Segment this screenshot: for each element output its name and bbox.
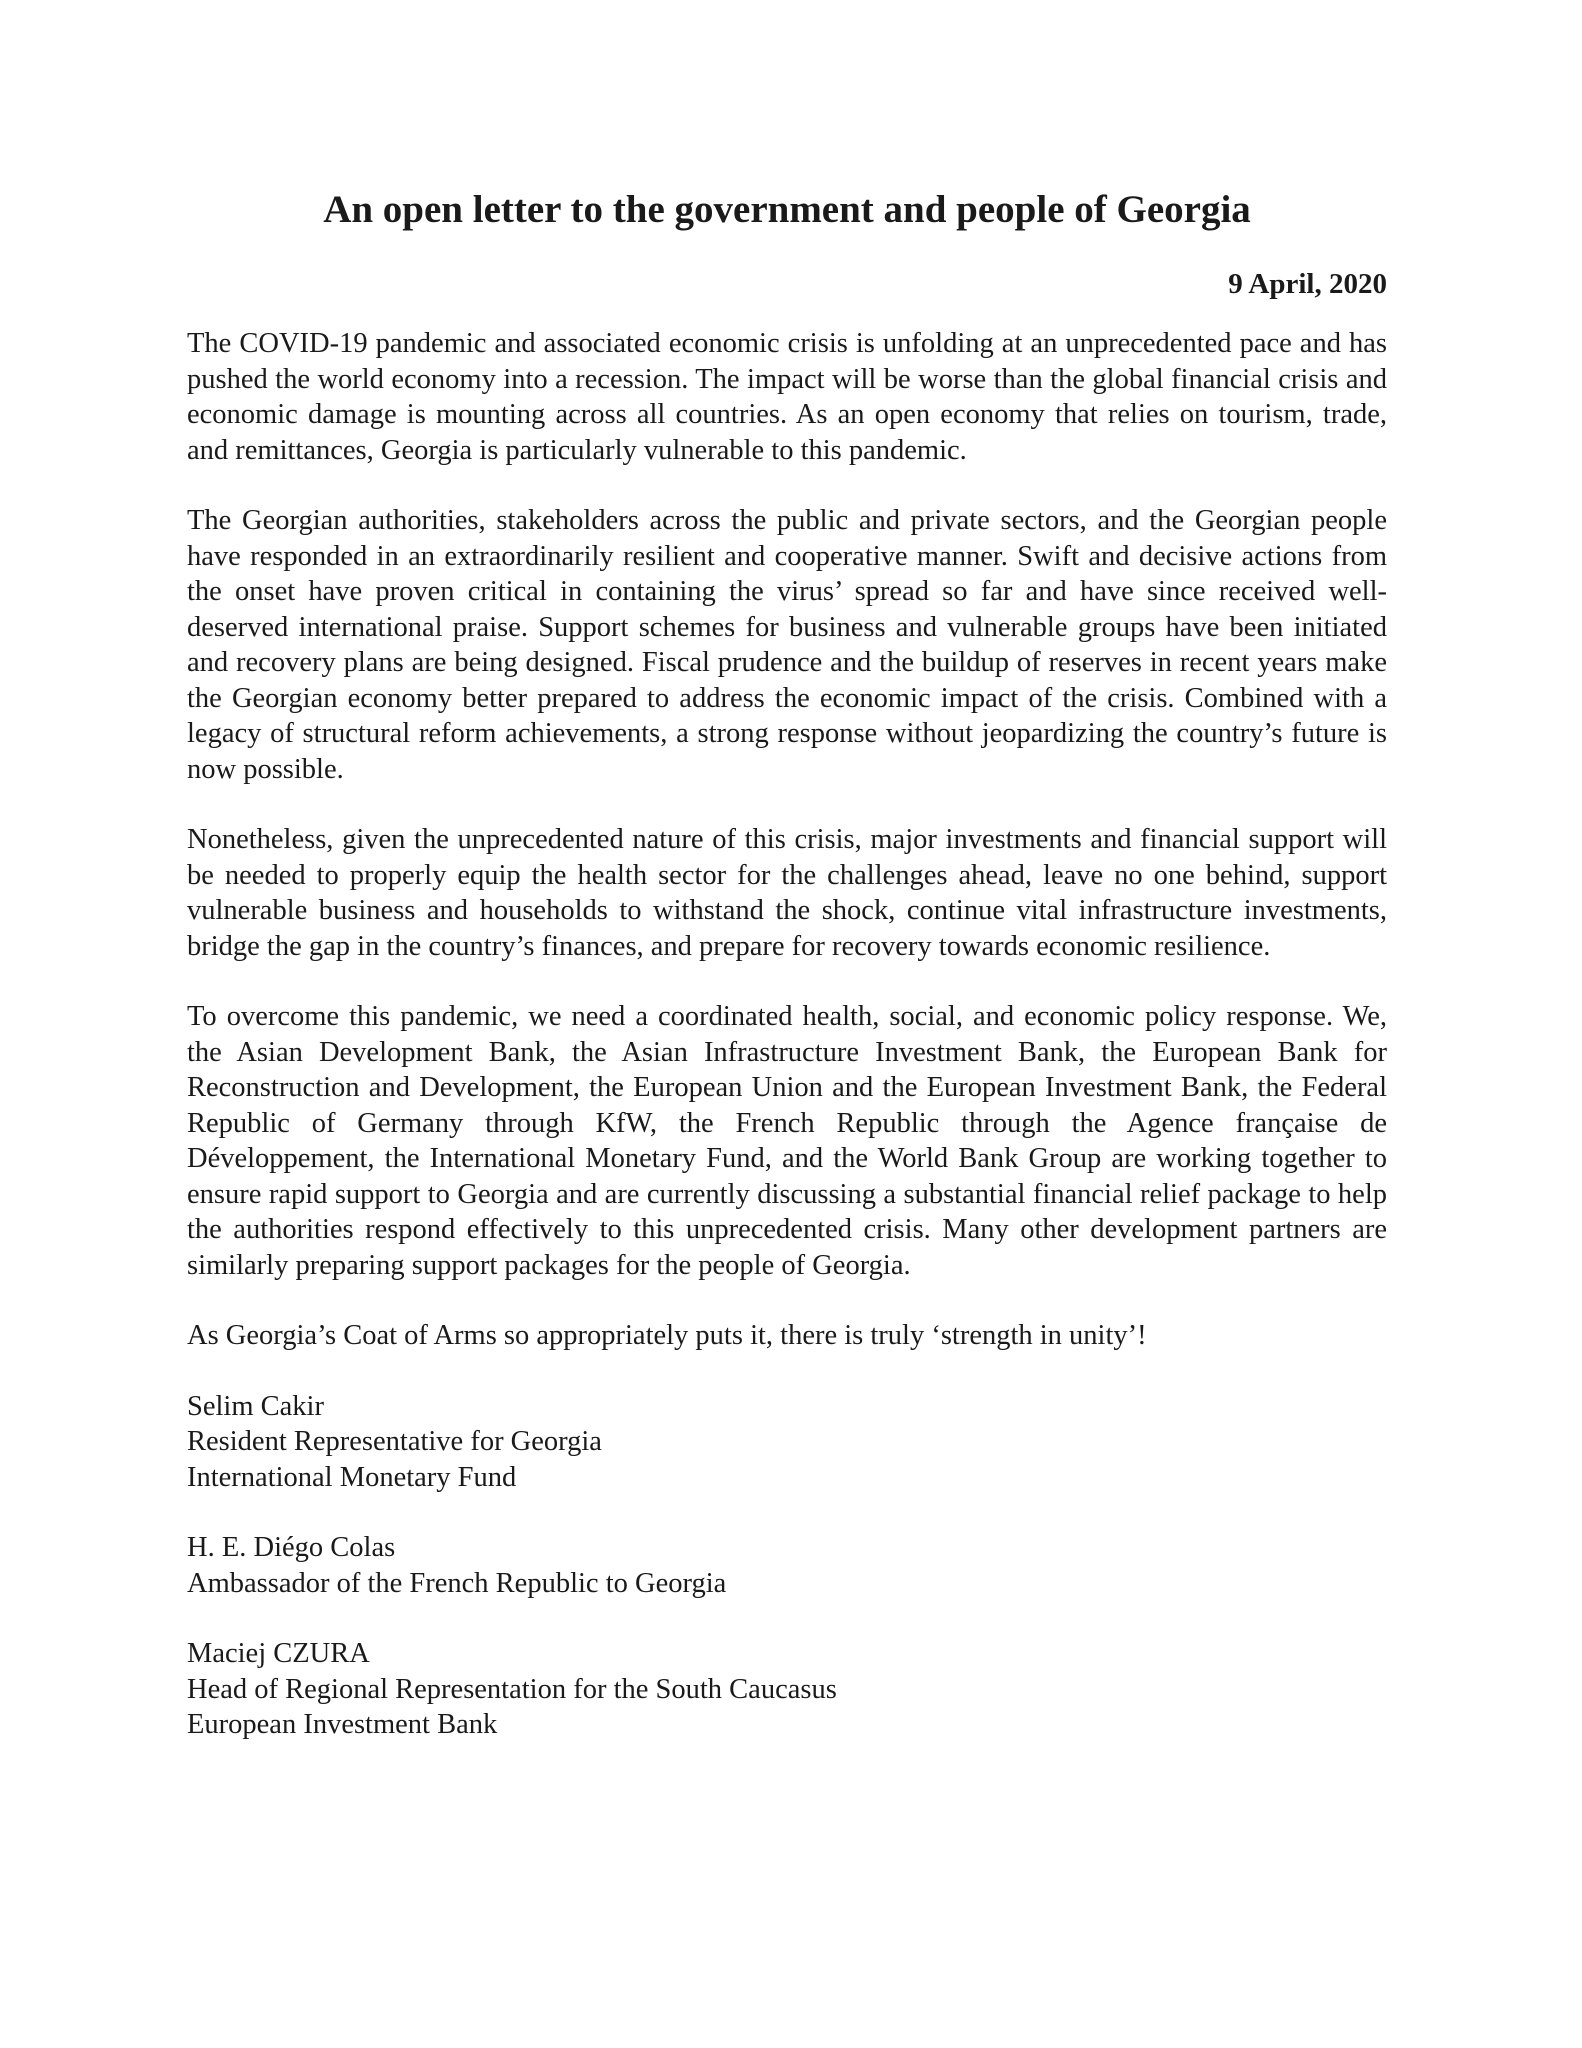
signature-block-1 [187, 1389, 1387, 1496]
signatory-title: Resident Representative for Georgia [187, 1426, 602, 1457]
paragraph-5: As Georgia’s Coat of Arms so appropriately puts it, there is truly ‘strength in unity’! [187, 1320, 1147, 1351]
signatory-title: Ambassador of the French Republic to Georgia [187, 1567, 727, 1599]
paragraph-4: To overcome this pandemic, we need a coordinated health, social, and economic policy response. We, the Asian Development Bank, the Asian Infrastructure Investment Bank, the European Bank for Reconstruction and Development, the European Union and the European Investment Bank, the Federal Republic of Germany through KfW, the French Republic through the Agence française de Développement, the International Monetary Fund, and the World Bank Group are working together to ensure rapid support to Georgia and are currently discussing a substantial financial relief package to help the authorities respond effectively to this unprecedented crisis. Many other development partners are similarly preparing support packages for the people of Georgia. [187, 1001, 1387, 1281]
signatory-name: Selim Cakir [187, 1390, 324, 1422]
letter-date: 9 April, 2020 [1228, 268, 1387, 300]
signatory-name: H. E. Diégo Colas [187, 1532, 396, 1563]
signatory-organization: International Monetary Fund [187, 1461, 517, 1493]
paragraph-2: The Georgian authorities, stakeholders across the public and private sectors, and the Georgian people have responded in an extraordinarily resilient and cooperative manner. Swift and decisive actions from the onset have proven critical in containing the virus’ spread so far and have since received well-deserved international praise. Support schemes for business and vulnerable groups have been initiated and recovery plans are being designed. Fiscal prudence and the buildup of reserves in recent years make the Georgian economy better prepared to address the economic impact of the crisis. Combined with a legacy of structural reform achievements, a strong response without jeopardizing the country’s future is now possible. [187, 505, 1387, 785]
signatory-title: Head of Regional Representation for the South Caucasus [187, 1673, 837, 1705]
letter-title: An open letter to the government and people of Georgia [323, 188, 1251, 231]
paragraph-3: Nonetheless, given the unprecedented nature of this crisis, major investments and financial support will be needed to properly equip the health sector for the challenges ahead, leave no one behind, support vulnerable business and households to withstand the shock, continue vital infrastructure investments, bridge the gap in the country’s finances, and prepare for recovery towards economic resilience. [187, 824, 1387, 962]
letter-body [187, 326, 1387, 1354]
signatory-name: Maciej CZURA [187, 1638, 370, 1669]
letter-page [187, 180, 1387, 1778]
signature-block-2 [187, 1530, 1387, 1601]
paragraph-1: The COVID-19 pandemic and associated economic crisis is unfolding at an unprecedented pace and has pushed the world economy into a recession. The impact will be worse than the global financial crisis and economic damage is mounting across all countries. As an open economy that relies on tourism, trade, and remittances, Georgia is particularly vulnerable to this pandemic. [187, 328, 1387, 466]
signatory-organization: European Investment Bank [187, 1709, 498, 1740]
signature-block-3 [187, 1636, 1387, 1743]
